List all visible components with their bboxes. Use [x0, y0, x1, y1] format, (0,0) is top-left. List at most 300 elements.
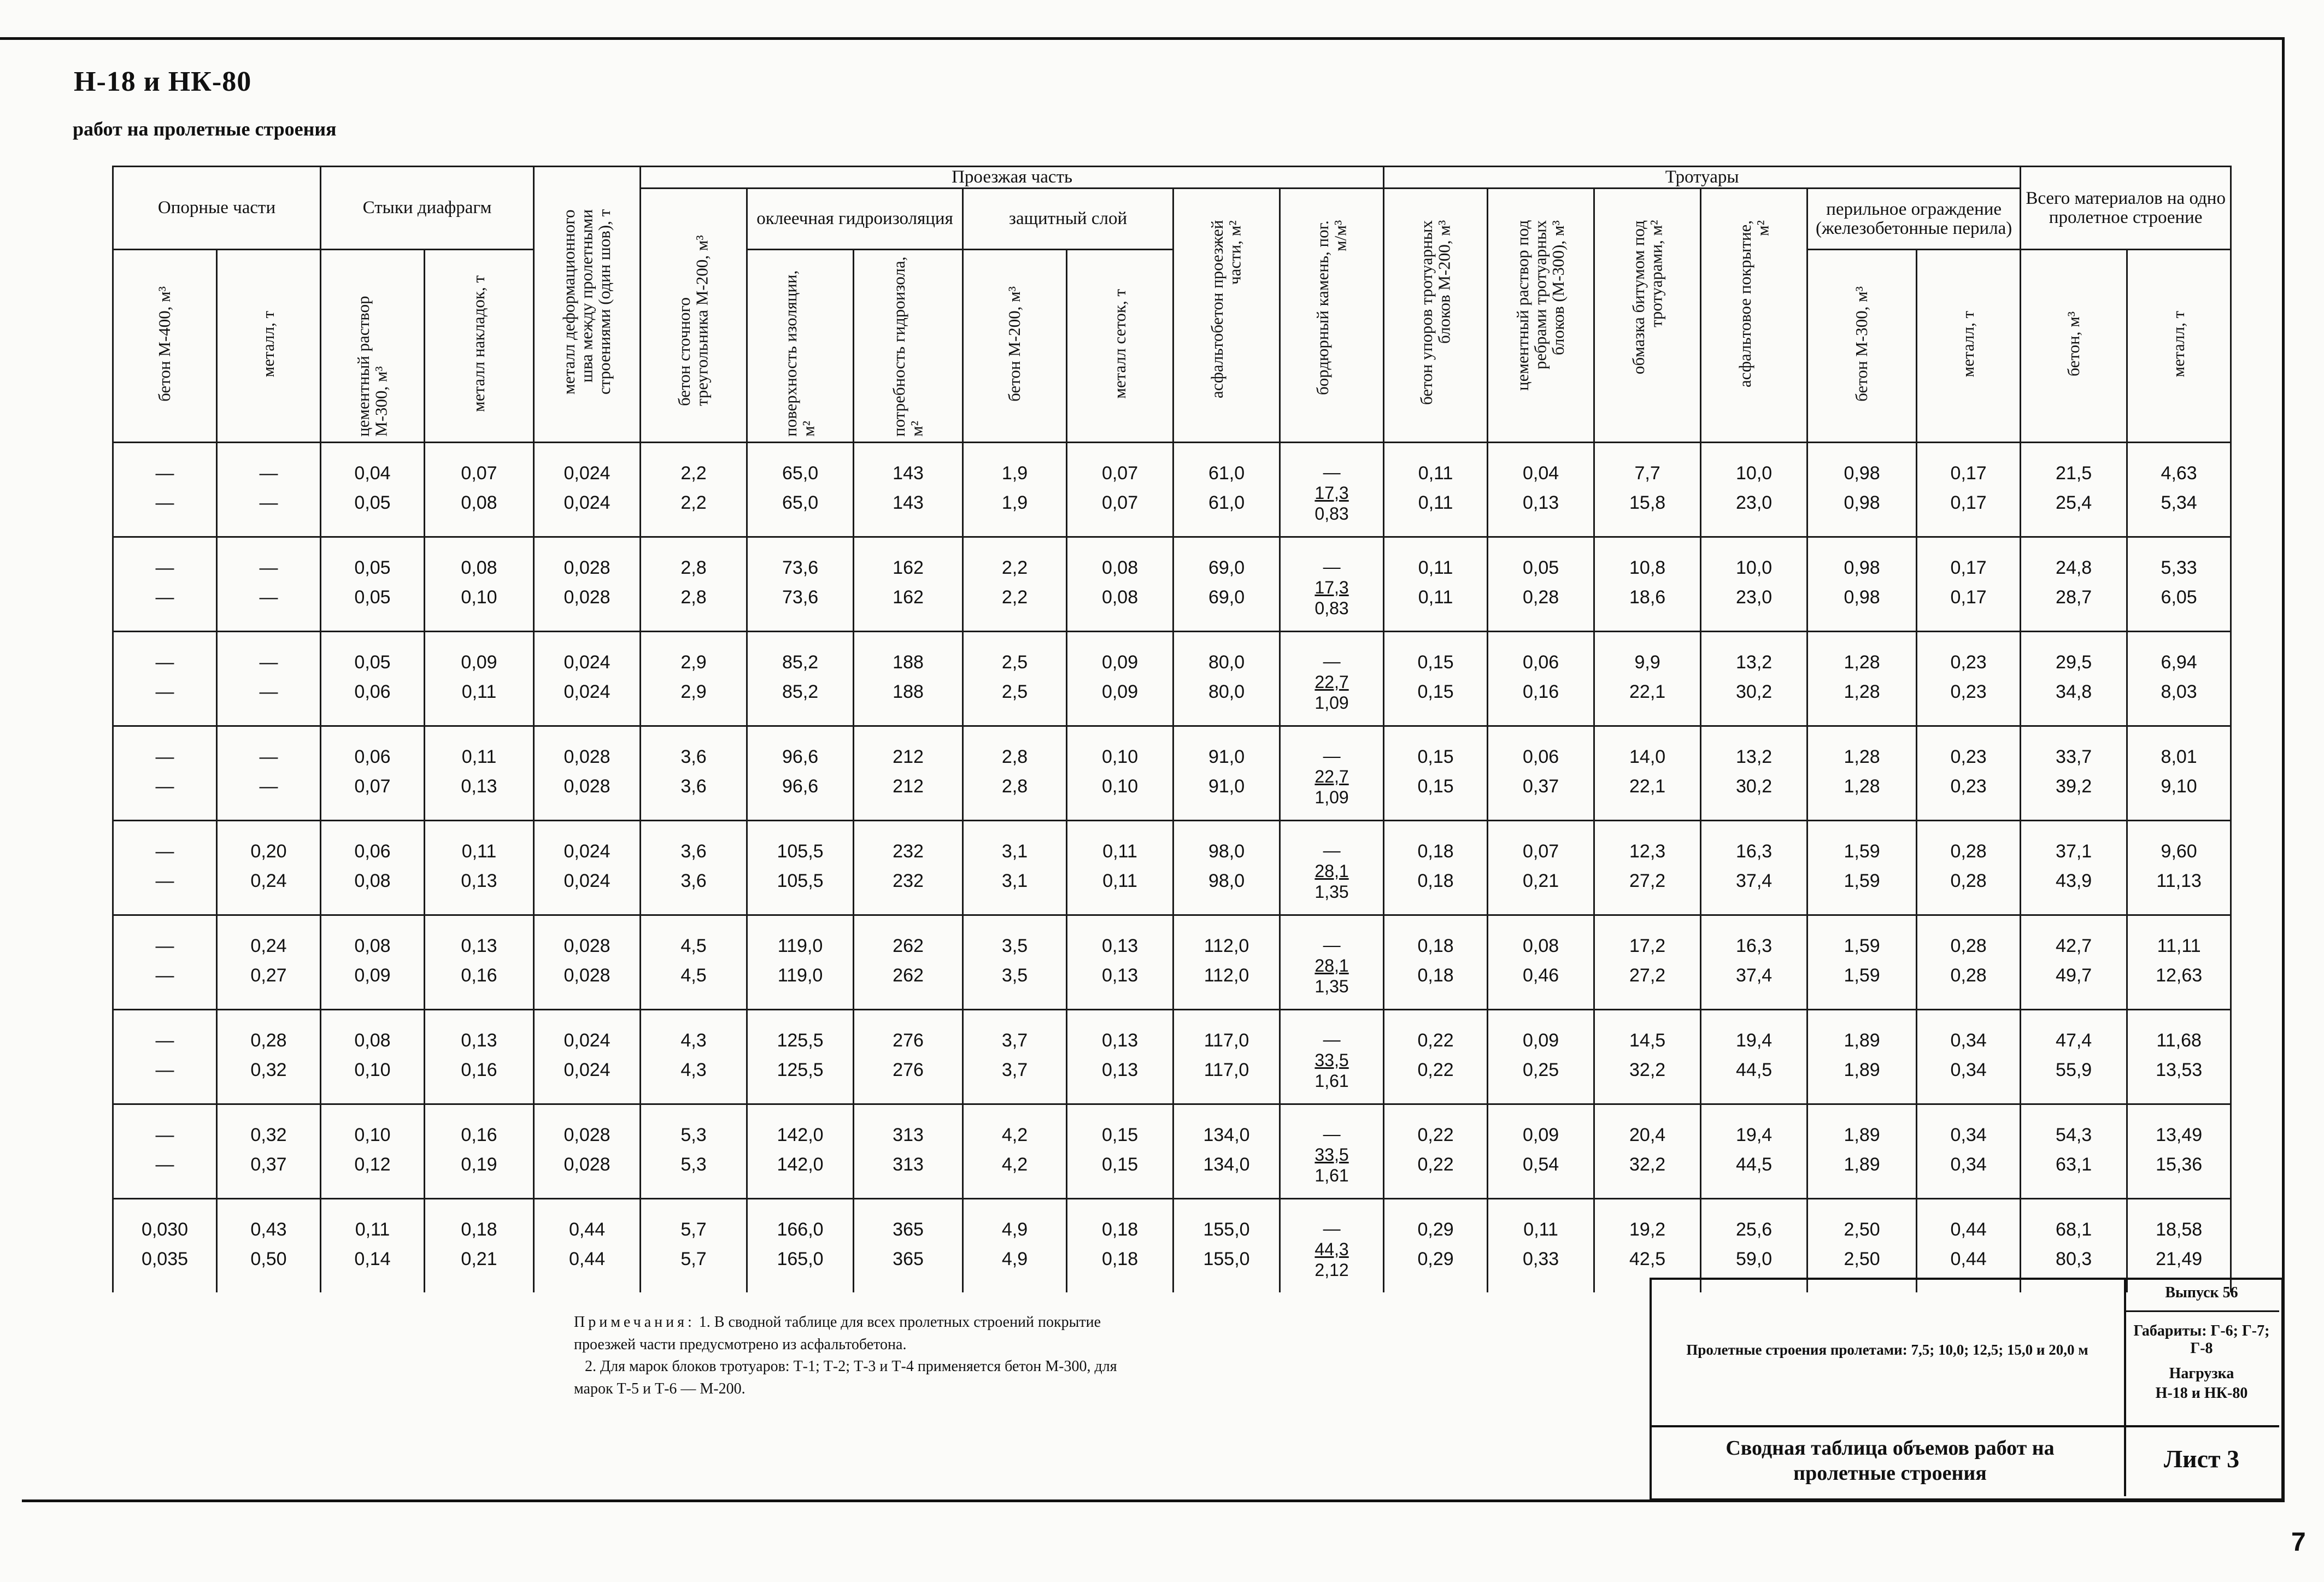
table-cell: 15,8 [1594, 488, 1701, 537]
table-cell: 0,024 [534, 632, 641, 678]
table-cell: 68,1 [2021, 1199, 2127, 1245]
table-cell: 0,09 [1488, 1010, 1594, 1056]
table-cell: 49,7 [2021, 961, 2127, 1010]
table-cell: 119,0 [747, 915, 854, 961]
table-cell: 262 [854, 961, 963, 1010]
summary-table [112, 166, 2232, 1292]
table-cell: 0,08 [321, 915, 425, 961]
table-row [113, 821, 2231, 867]
table-cell: 112,0 [1173, 915, 1280, 961]
col-metall-perila: металл, т [1917, 250, 2021, 443]
col-potrebnost-gidroizola: потребность гидроизола, м² [854, 250, 963, 443]
table-cell: 0,23 [1917, 726, 2021, 772]
table-cell: 2,2 [641, 488, 747, 537]
table-cell: 0,08 [425, 488, 534, 537]
table-cell: 365 [854, 1244, 963, 1292]
col-vsego-beton: бетон, м³ [2021, 250, 2127, 443]
table-cell: 0,024 [534, 821, 641, 867]
table-cell: 0,030 [113, 1199, 217, 1245]
table-cell: 4,3 [641, 1055, 747, 1104]
table-cell: 0,34 [1917, 1104, 2021, 1150]
group-styki-diafragm: Стыки диафрагм [321, 167, 534, 250]
table-cell: — [217, 488, 321, 537]
table-cell: 313 [854, 1150, 963, 1199]
table-cell: 1,28 [1807, 677, 1917, 726]
table-cell: 166,0 [747, 1199, 854, 1245]
table-cell: 0,028 [534, 915, 641, 961]
table-cell: 0,15 [1067, 1150, 1173, 1199]
table-cell: 212 [854, 772, 963, 821]
table-cell: 37,1 [2021, 821, 2127, 867]
table-cell: 0,28 [1917, 961, 2021, 1010]
table-cell: 0,08 [321, 1010, 425, 1056]
table-cell: 11,11 [2127, 915, 2231, 961]
col-cement-rastvor-trotuar: цементный раствор под ребрами тротуарных блоков (М-300), м³ [1488, 189, 1594, 443]
table-cell: 0,98 [1807, 443, 1917, 489]
table-cell: 232 [854, 821, 963, 867]
table-cell: 30,2 [1701, 677, 1807, 726]
group-proezzhaya-chast: Проезжая часть [641, 167, 1384, 189]
col-beton-m400: бетон М-400, м³ [113, 250, 217, 443]
title-block [1650, 1278, 2284, 1501]
table-cell: 0,16 [425, 1104, 534, 1150]
table-row [113, 488, 2231, 537]
table-cell: 142,0 [747, 1104, 854, 1150]
table-cell: 0,46 [1488, 961, 1594, 1010]
table-cell: 10,8 [1594, 537, 1701, 583]
table-cell: — [113, 726, 217, 772]
col-metall-opornye: металл, т [217, 250, 321, 443]
table-cell: 0,028 [534, 1150, 641, 1199]
table-cell: 12,63 [2127, 961, 2231, 1010]
table-cell: 1,59 [1807, 915, 1917, 961]
stamp-nagruzka-label: Нагрузка [2169, 1365, 2234, 1382]
table-cell: 14,0 [1594, 726, 1701, 772]
table-cell: 0,09 [321, 961, 425, 1010]
table-cell: 43,9 [2021, 866, 2127, 915]
table-cell: 34,8 [2021, 677, 2127, 726]
table-cell: 4,9 [963, 1199, 1067, 1245]
table-cell: 0,17 [1917, 537, 2021, 583]
table-cell: 125,5 [747, 1055, 854, 1104]
table-row [113, 1199, 2231, 1245]
table-cell: 2,5 [963, 632, 1067, 678]
table-cell: 2,50 [1807, 1244, 1917, 1292]
table-cell: 0,23 [1917, 772, 2021, 821]
table-cell: 17,2 [1594, 915, 1701, 961]
table-cell: — [217, 677, 321, 726]
stamp-prolety: Пролетные строения пролетами: 7,5; 10,0; 12,5; 15,0 и 20,0 м [1686, 1342, 2088, 1358]
table-cell: 32,2 [1594, 1055, 1701, 1104]
table-cell: 117,0 [1173, 1010, 1280, 1056]
table-cell: 0,028 [534, 583, 641, 632]
table-cell: 20,4 [1594, 1104, 1701, 1150]
table-cell: — [113, 961, 217, 1010]
table-cell: 0,37 [217, 1150, 321, 1199]
table-cell: 4,63 [2127, 443, 2231, 489]
table-cell: 3,6 [641, 726, 747, 772]
table-cell: 3,6 [641, 821, 747, 867]
table-cell: 0,13 [1067, 961, 1173, 1010]
table-cell: 0,028 [534, 772, 641, 821]
table-cell: 25,6 [1701, 1199, 1807, 1245]
table-cell: 4,5 [641, 915, 747, 961]
table-cell: 276 [854, 1010, 963, 1056]
table-cell: 32,2 [1594, 1150, 1701, 1199]
table-cell: 80,3 [2021, 1244, 2127, 1292]
table-cell: 0,024 [534, 443, 641, 489]
table-cell: 155,0 [1173, 1199, 1280, 1245]
table-cell: 0,08 [1067, 537, 1173, 583]
table-body [113, 443, 2231, 1293]
table-cell: 3,7 [963, 1055, 1067, 1104]
table-cell: 5,34 [2127, 488, 2231, 537]
table-cell: 5,3 [641, 1150, 747, 1199]
table-cell: 1,28 [1807, 772, 1917, 821]
col-beton-m300-perila: бетон М-300, м³ [1807, 250, 1917, 443]
table-cell: 23,0 [1701, 583, 1807, 632]
table-cell: 0,17 [1917, 443, 2021, 489]
table-cell: 42,7 [2021, 915, 2127, 961]
table-cell: 6,05 [2127, 583, 2231, 632]
table-cell: 188 [854, 677, 963, 726]
table-cell: 12,3 [1594, 821, 1701, 867]
table-cell: 0,09 [425, 632, 534, 678]
table-cell: 22,1 [1594, 677, 1701, 726]
table-cell: 10,0 [1701, 443, 1807, 489]
table-cell: 0,07 [425, 443, 534, 489]
table-cell: 0,34 [1917, 1010, 2021, 1056]
table-cell: 0,024 [534, 1055, 641, 1104]
table-cell: 22,1 [1594, 772, 1701, 821]
table-cell: 18,58 [2127, 1199, 2231, 1245]
table-cell: 0,50 [217, 1244, 321, 1292]
table-cell: 0,23 [1917, 677, 2021, 726]
table-cell: 91,0 [1173, 726, 1280, 772]
table-cell: 1,28 [1807, 632, 1917, 678]
table-cell: 4,5 [641, 961, 747, 1010]
table-cell: 1,89 [1807, 1104, 1917, 1150]
table-cell: — [217, 443, 321, 489]
stamp-vypusk: Выпуск 56 [2165, 1284, 2238, 1301]
table-cell: 2,2 [963, 537, 1067, 583]
table-cell: 54,3 [2021, 1104, 2127, 1150]
table-cell: 0,08 [1067, 583, 1173, 632]
table-cell: 3,6 [641, 866, 747, 915]
table-cell: 30,2 [1701, 772, 1807, 821]
bordyur-fraction-cell: — 33,5 1,61 [1280, 1010, 1384, 1104]
bordyur-fraction-cell: — 17,3 0,83 [1280, 443, 1384, 537]
table-cell: 3,5 [963, 961, 1067, 1010]
col-vsego-metall: металл, т [2127, 250, 2231, 443]
stamp-title: Сводная таблица объемов работ на пролетные строения [1726, 1437, 2055, 1485]
table-cell: 11,68 [2127, 1010, 2231, 1056]
table-cell: — [113, 583, 217, 632]
table-cell: 0,44 [534, 1244, 641, 1292]
table-cell: — [113, 866, 217, 915]
table-cell: 0,11 [1067, 821, 1173, 867]
table-cell: 14,5 [1594, 1010, 1701, 1056]
table-cell: 0,06 [1488, 726, 1594, 772]
table-cell: 165,0 [747, 1244, 854, 1292]
table-cell: 21,49 [2127, 1244, 2231, 1292]
table-cell: 15,36 [2127, 1150, 2231, 1199]
table-cell: 0,13 [425, 866, 534, 915]
table-cell: 47,4 [2021, 1010, 2127, 1056]
table-cell: 0,06 [321, 821, 425, 867]
table-cell: 0,028 [534, 1104, 641, 1150]
table-cell: 1,89 [1807, 1055, 1917, 1104]
table-cell: 0,05 [321, 537, 425, 583]
table-cell: 0,11 [1384, 488, 1488, 537]
col-obmazka-bitumom: обмазка битумом под тротуарами, м² [1594, 189, 1701, 443]
frame-top-line [0, 37, 2285, 40]
table-cell: 23,0 [1701, 488, 1807, 537]
table-cell: 3,1 [963, 866, 1067, 915]
table-cell: 0,11 [1384, 537, 1488, 583]
table-cell: 0,05 [321, 488, 425, 537]
table-row [113, 1055, 2231, 1104]
page-subtitle: работ на пролетные строения [73, 118, 337, 140]
table-cell: 0,44 [1917, 1199, 2021, 1245]
stamp-nagruzka: Н-18 и НК-80 [2155, 1385, 2248, 1402]
col-beton-uporov: бетон упоров тротуарных блоков М-200, м³ [1384, 189, 1488, 443]
table-cell: 0,18 [1384, 866, 1488, 915]
table-cell: — [113, 915, 217, 961]
table-row [113, 537, 2231, 583]
table-cell: 9,10 [2127, 772, 2231, 821]
table-cell: 37,4 [1701, 961, 1807, 1010]
col-metall-nakladok: металл накладок, т [425, 250, 534, 443]
bordyur-fraction-cell: — 28,1 1,35 [1280, 915, 1384, 1010]
table-cell: 13,49 [2127, 1104, 2231, 1150]
table-cell: 11,13 [2127, 866, 2231, 915]
table-cell: 0,98 [1807, 537, 1917, 583]
table-cell: 28,7 [2021, 583, 2127, 632]
table-cell: 4,9 [963, 1244, 1067, 1292]
table-cell: 65,0 [747, 443, 854, 489]
table-cell: — [217, 632, 321, 678]
table-cell: 0,12 [321, 1150, 425, 1199]
table-row [113, 677, 2231, 726]
table-cell: 1,9 [963, 443, 1067, 489]
table-cell: 0,15 [1384, 726, 1488, 772]
table-cell: 24,8 [2021, 537, 2127, 583]
table-cell: 117,0 [1173, 1055, 1280, 1104]
table-cell: 0,035 [113, 1244, 217, 1292]
table-cell: 1,59 [1807, 866, 1917, 915]
table-cell: 1,89 [1807, 1150, 1917, 1199]
table-cell: 96,6 [747, 726, 854, 772]
table-cell: 9,9 [1594, 632, 1701, 678]
group-opornye-chasti: Опорные части [113, 167, 321, 250]
table-cell: 112,0 [1173, 961, 1280, 1010]
table-cell: 3,5 [963, 915, 1067, 961]
table-cell: 0,10 [321, 1055, 425, 1104]
table-cell: 0,21 [425, 1244, 534, 1292]
table-cell: 125,5 [747, 1010, 854, 1056]
table-cell: 212 [854, 726, 963, 772]
notes [574, 1312, 1137, 1400]
table-cell: 0,11 [1067, 866, 1173, 915]
table-cell: 162 [854, 583, 963, 632]
table-cell: 18,6 [1594, 583, 1701, 632]
table-cell: — [113, 488, 217, 537]
table-cell: 73,6 [747, 583, 854, 632]
table-cell: 2,9 [641, 677, 747, 726]
table-row [113, 1010, 2231, 1056]
table-cell: 5,7 [641, 1244, 747, 1292]
table-cell: 16,3 [1701, 915, 1807, 961]
table-cell: 5,33 [2127, 537, 2231, 583]
table-cell: 0,11 [425, 821, 534, 867]
table-cell: 0,19 [425, 1150, 534, 1199]
table-cell: 0,14 [321, 1244, 425, 1292]
table-cell: 27,2 [1594, 961, 1701, 1010]
table-cell: 0,15 [1384, 772, 1488, 821]
table-cell: 0,11 [1488, 1199, 1594, 1245]
table-cell: 0,22 [1384, 1104, 1488, 1150]
table-cell: 4,2 [963, 1104, 1067, 1150]
table-cell: 0,028 [534, 961, 641, 1010]
table-cell: 85,2 [747, 632, 854, 678]
table-cell: 119,0 [747, 961, 854, 1010]
table-cell: 134,0 [1173, 1150, 1280, 1199]
table-cell: 2,8 [963, 726, 1067, 772]
table-cell: 0,06 [321, 726, 425, 772]
table-cell: — [113, 1055, 217, 1104]
table-cell: 3,1 [963, 821, 1067, 867]
note-2: 2. Для марок блоков тротуаров: Т-1; Т-2; Т-3 и Т-4 применяется бетон М-300, для марок Т-5 и Т-6 — М-200. [574, 1358, 1117, 1397]
table-cell: 0,18 [1384, 961, 1488, 1010]
col-poverkhnost-izolyacii: поверхность изоляции, м² [747, 250, 854, 443]
table-cell: 7,7 [1594, 443, 1701, 489]
group-trotuary: Тротуары [1384, 167, 2021, 189]
table-cell: 98,0 [1173, 821, 1280, 867]
table-cell: 1,89 [1807, 1010, 1917, 1056]
table-cell: 59,0 [1701, 1244, 1807, 1292]
bordyur-fraction-cell: — 28,1 1,35 [1280, 821, 1384, 915]
table-cell: 0,18 [1067, 1244, 1173, 1292]
table-cell: 276 [854, 1055, 963, 1104]
table-cell: 2,8 [641, 583, 747, 632]
table-cell: 0,05 [321, 632, 425, 678]
table-cell: 0,05 [1488, 537, 1594, 583]
group-zashchitny-sloy: защитный слой [963, 189, 1173, 250]
table-cell: 91,0 [1173, 772, 1280, 821]
table-cell: 13,53 [2127, 1055, 2231, 1104]
table-cell: 0,43 [217, 1199, 321, 1245]
table-cell: 0,28 [1488, 583, 1594, 632]
table-cell: 0,34 [1917, 1150, 2021, 1199]
table-cell: 73,6 [747, 537, 854, 583]
table-cell: — [113, 443, 217, 489]
table-cell: 105,5 [747, 866, 854, 915]
table-cell: 0,11 [1384, 443, 1488, 489]
col-asfaltobeton: асфальтобетон проезжей части, м² [1173, 189, 1280, 443]
table-row [113, 1104, 2231, 1150]
table-cell: 313 [854, 1104, 963, 1150]
table-cell: 0,25 [1488, 1055, 1594, 1104]
table-cell: 0,15 [1384, 632, 1488, 678]
table-cell: — [113, 772, 217, 821]
table-cell: 85,2 [747, 677, 854, 726]
table-cell: 1,59 [1807, 821, 1917, 867]
table-cell: 0,17 [1917, 488, 2021, 537]
table-cell: 0,13 [425, 772, 534, 821]
table-cell: 33,7 [2021, 726, 2127, 772]
table-cell: 0,34 [1917, 1055, 2021, 1104]
table-cell: 61,0 [1173, 488, 1280, 537]
table-row [113, 726, 2231, 772]
table-cell: 0,13 [425, 915, 534, 961]
table-cell: 0,98 [1807, 583, 1917, 632]
table-cell: 0,22 [1384, 1010, 1488, 1056]
table-cell: 0,04 [1488, 443, 1594, 489]
table-cell: 0,28 [1917, 866, 2021, 915]
table-row [113, 1150, 2231, 1199]
page-number: 7 [2291, 1528, 2306, 1557]
table-cell: 3,7 [963, 1010, 1067, 1056]
stamp-gabarity: Габариты: Г-6; Г-7; Г-8 [2133, 1322, 2270, 1357]
table-cell: 0,18 [1067, 1199, 1173, 1245]
table-cell: 55,9 [2021, 1055, 2127, 1104]
table-cell: 19,4 [1701, 1104, 1807, 1150]
table-cell: 21,5 [2021, 443, 2127, 489]
table-cell: 2,2 [641, 443, 747, 489]
table-cell: 0,18 [1384, 915, 1488, 961]
col-metall-setok: металл сеток, т [1067, 250, 1173, 443]
table-cell: 29,5 [2021, 632, 2127, 678]
table-cell: 0,11 [1384, 583, 1488, 632]
table-cell: 0,11 [425, 726, 534, 772]
table-cell: 0,24 [217, 866, 321, 915]
table-cell: 2,8 [641, 537, 747, 583]
table-cell: 0,13 [1067, 1010, 1173, 1056]
table-cell: 1,28 [1807, 726, 1917, 772]
table-cell: 0,20 [217, 821, 321, 867]
table-cell: 44,5 [1701, 1055, 1807, 1104]
table-cell: 0,54 [1488, 1150, 1594, 1199]
note-1: 1. В сводной таблице для всех пролетных строений покрытие проезжей части предусмотрено из асфальтобетона. [574, 1314, 1101, 1353]
table-cell: 0,24 [217, 915, 321, 961]
table-cell: — [217, 537, 321, 583]
table-cell: — [217, 583, 321, 632]
table-cell: 4,3 [641, 1010, 747, 1056]
table-cell: 13,2 [1701, 632, 1807, 678]
table-cell: 1,9 [963, 488, 1067, 537]
table-cell: 8,03 [2127, 677, 2231, 726]
col-bordyurny-kamen: бордюрный камень, пог. м/м³ [1280, 189, 1384, 443]
table-cell: 0,08 [425, 537, 534, 583]
table-cell: 0,06 [321, 677, 425, 726]
table-cell: — [113, 632, 217, 678]
table-cell: 2,9 [641, 632, 747, 678]
table-cell: 98,0 [1173, 866, 1280, 915]
table-cell: 0,28 [1917, 915, 2021, 961]
table-cell: 0,44 [1917, 1244, 2021, 1292]
table-cell: 19,2 [1594, 1199, 1701, 1245]
table-cell: 0,18 [1384, 821, 1488, 867]
notes-lead: Примечания: [574, 1314, 695, 1331]
table-row [113, 866, 2231, 915]
table-cell: — [217, 772, 321, 821]
table-cell: 0,16 [425, 961, 534, 1010]
table-cell: 0,024 [534, 1010, 641, 1056]
table-cell: 0,13 [1488, 488, 1594, 537]
table-cell: 63,1 [2021, 1150, 2127, 1199]
table-cell: 0,10 [425, 583, 534, 632]
